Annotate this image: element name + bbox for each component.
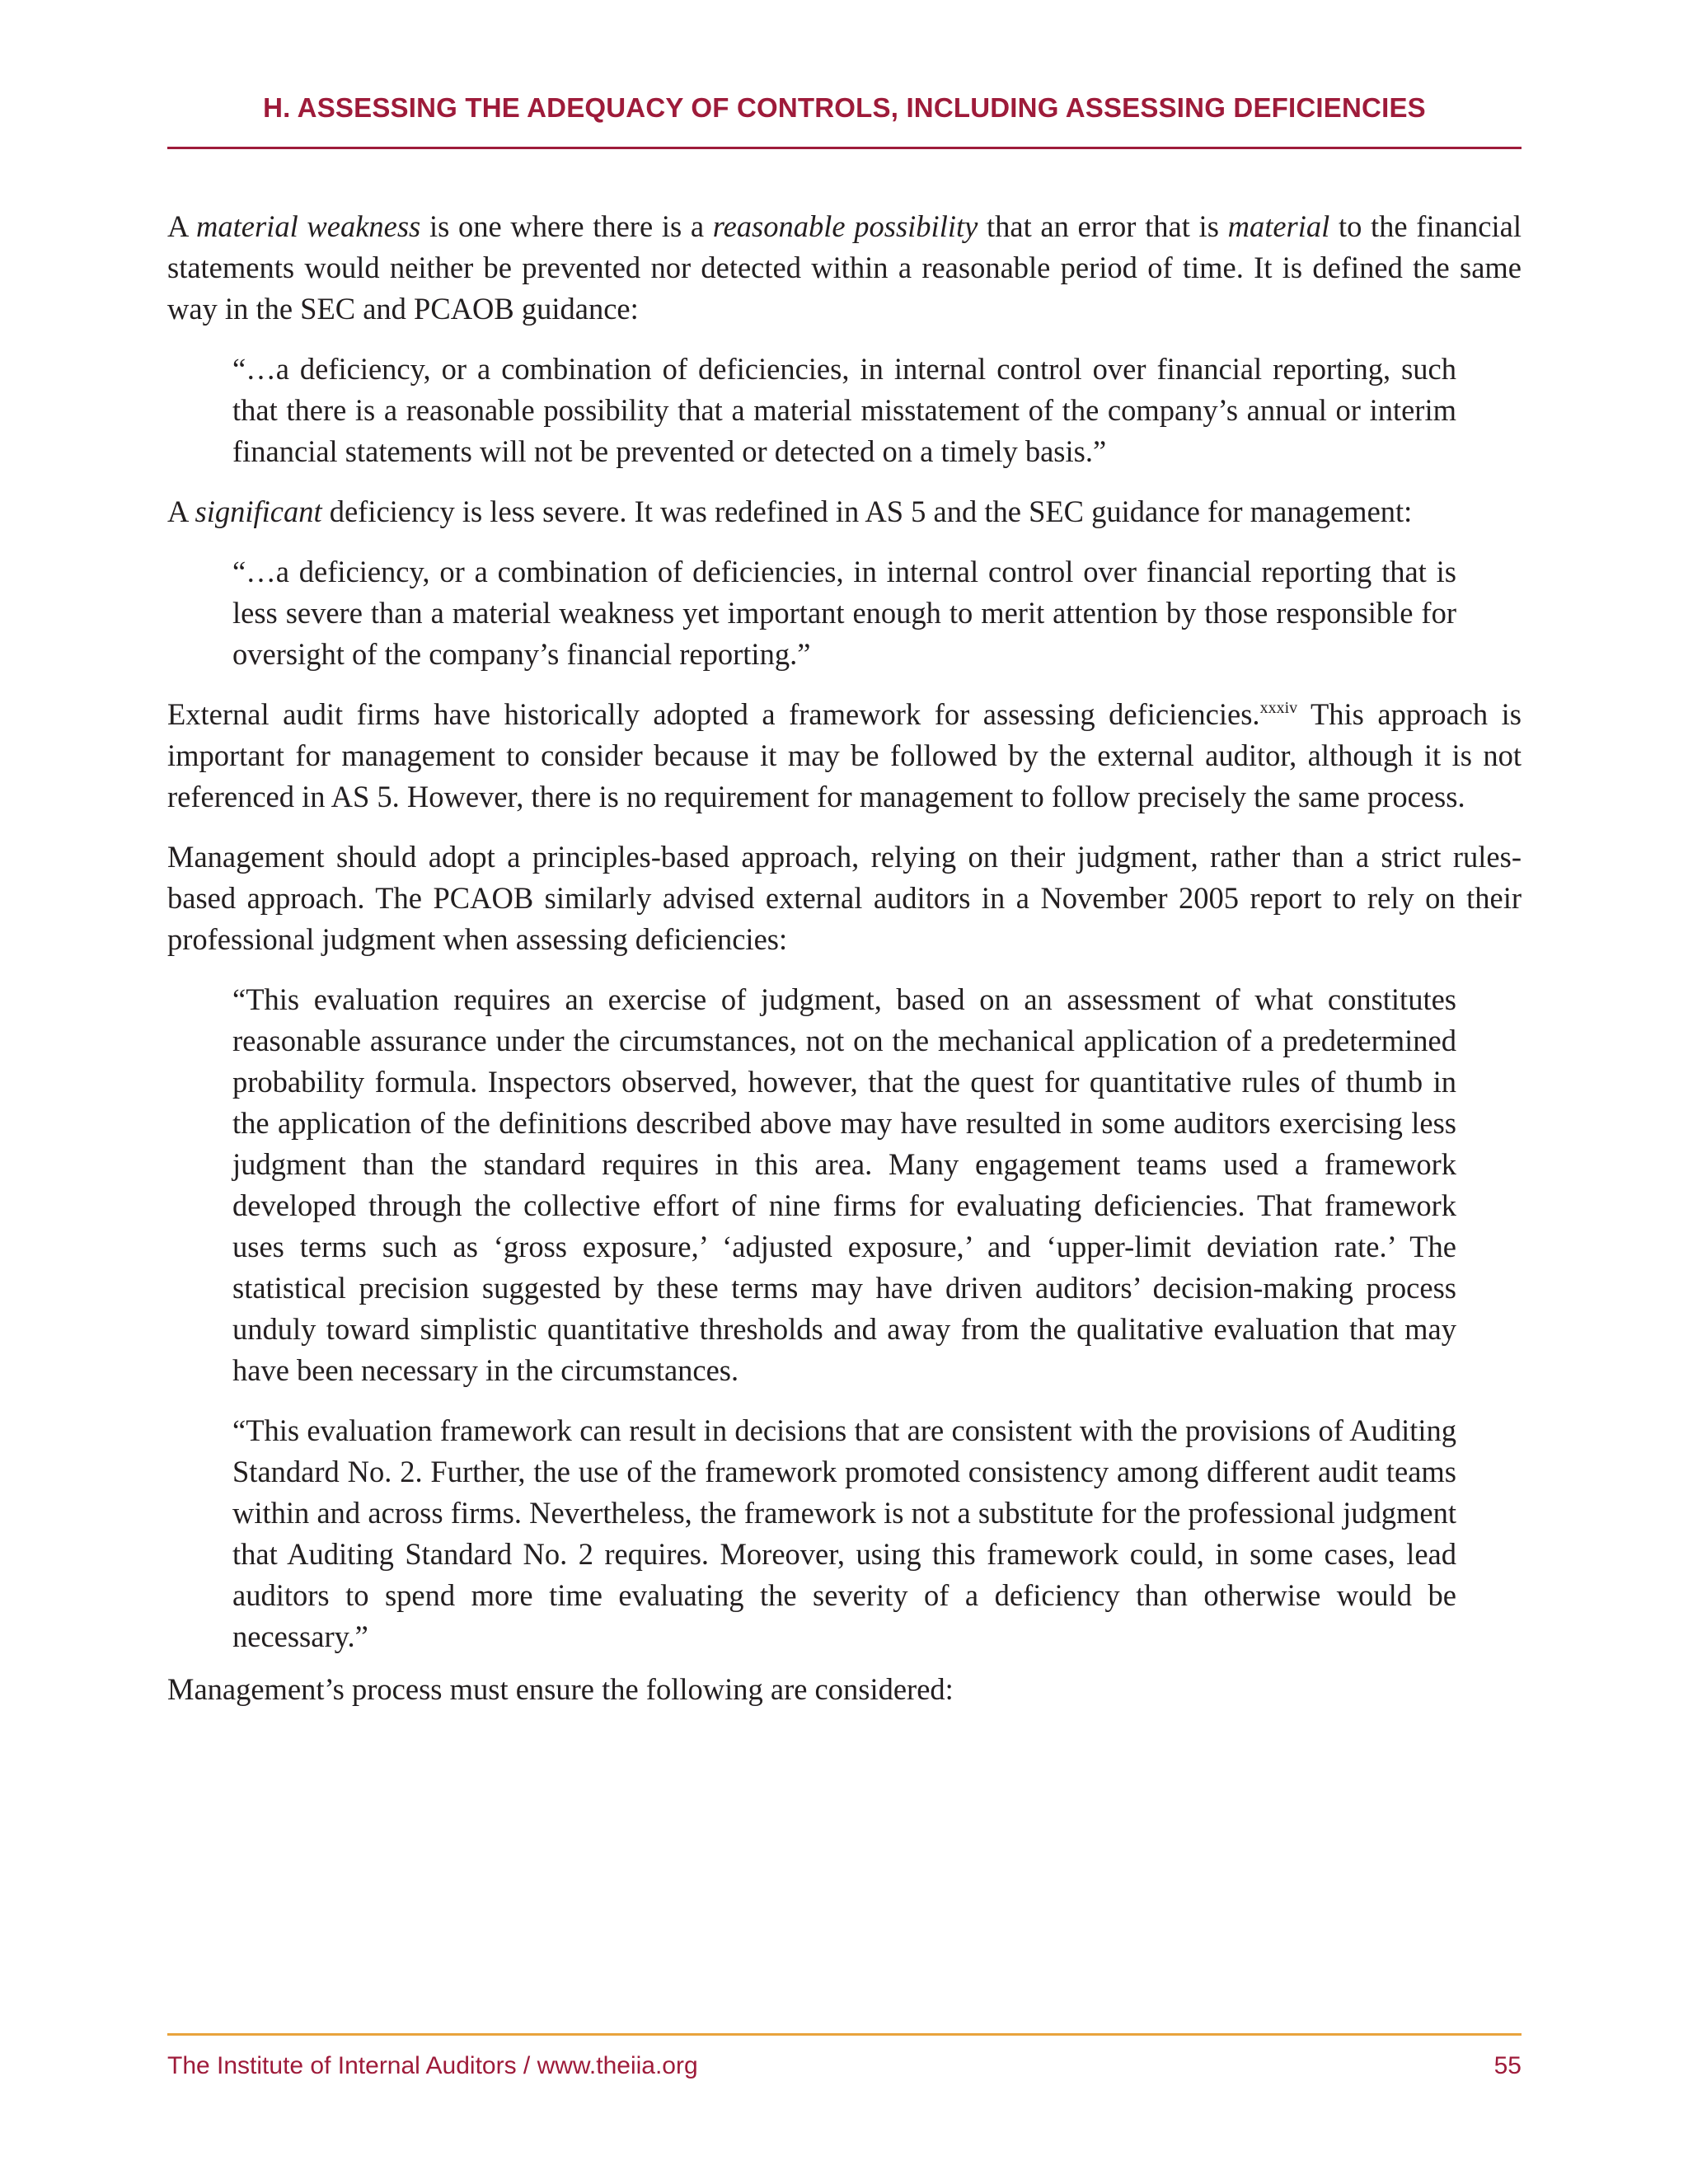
footer-divider (167, 2033, 1522, 2036)
paragraph-material-weakness: A material weakness is one where there is a reasonable possibility that an error that is material to the financial statements would neither be prevented nor detected within a reasonable period of time. It is defined the same way in the SEC and PCAOB guidance: (167, 209, 1522, 326)
endnote-reference: xxxiv (1259, 699, 1298, 717)
paragraph-significant-deficiency: A significant deficiency is less severe. It was redefined in AS 5 and the SEC guidance for management: (167, 494, 1413, 528)
paragraph-principles-based-approach: Management should adopt a principles-based approach, relying on their judgment, rather than a strict rules-based approach. The PCAOB similarly advised external auditors in a November 2005 report to rely on their professional judgment when assessing deficiencies: (167, 840, 1522, 956)
term-material: material (1227, 209, 1330, 243)
paragraph-external-audit-framework: External audit firms have historically adopted a framework for assessing deficiencies.$^{xxxiv}$ This approach is important for management to consider because it may be followed by the external auditor, although it is not referenced in AS 5. However, there is no requirement for management to follow precisely the same process. (167, 697, 1522, 813)
section-header: H. ASSESSING THE ADEQUACY OF CONTROLS, INCLUDING ASSESSING DEFICIENCIES (263, 92, 1426, 123)
page-body (167, 206, 1522, 1729)
quote-material-weakness-definition: “…a deficiency, or a combination of deficiencies, in internal control over financial reporting, such that there is a reasonable possibility that a material misstatement of the company’s annual or interim financial statements will not be prevented or detected on a timely basis.” (232, 352, 1456, 468)
quote-pcaob-evaluation-framework: “This evaluation framework can result in decisions that are consistent with the provisions of Auditing Standard No. 2. Further, the use of the framework promoted consistency among different audit teams within and across firms. Nevertheless, the framework is not a substitute for the professional judgment that Auditing Standard No. 2 requires. Moreover, using this framework could, in some cases, lead auditors to spend more time evaluating the severity of a deficiency than otherwise would be necessary.” (232, 1413, 1456, 1653)
footer-source: The Institute of Internal Auditors / www.theiia.org (167, 2052, 698, 2079)
quote-pcaob-evaluation-judgment: “This evaluation requires an exercise of judgment, based on an assessment of what constitutes reasonable assurance under the circumstances, not on the mechanical application of a predetermined probability formula. Inspectors observed, however, that the quest for quantitative rules of thumb in the application of the definitions described above may have resulted in some auditors exercising less judgment than the standard requires in this area. Many engagement teams used a framework developed through the collective effort of nine firms for evaluating deficiencies. That framework uses terms such as ‘gross exposure,’ ‘adjusted exposure,’ and ‘upper-limit deviation rate.’ The statistical precision suggested by these terms may have driven auditors’ decision-making process unduly toward simplistic quantitative thresholds and away from the qualitative evaluation that may have been necessary in the circumstances. (232, 982, 1456, 1387)
term-significant: significant (195, 494, 322, 528)
paragraph-management-process: Management’s process must ensure the following are considered: (167, 1672, 954, 1706)
page-number: 55 (1493, 2052, 1522, 2079)
term-material-weakness: material weakness (196, 209, 421, 243)
header-divider (167, 147, 1522, 149)
quote-significant-deficiency-definition: “…a deficiency, or a combination of deficiencies, in internal control over financial reporting that is less severe than a material weakness yet important enough to merit attention by those responsible for oversight of the company’s financial reporting.” (232, 555, 1456, 671)
term-reasonable-possibility: reasonable possibility (712, 209, 978, 243)
